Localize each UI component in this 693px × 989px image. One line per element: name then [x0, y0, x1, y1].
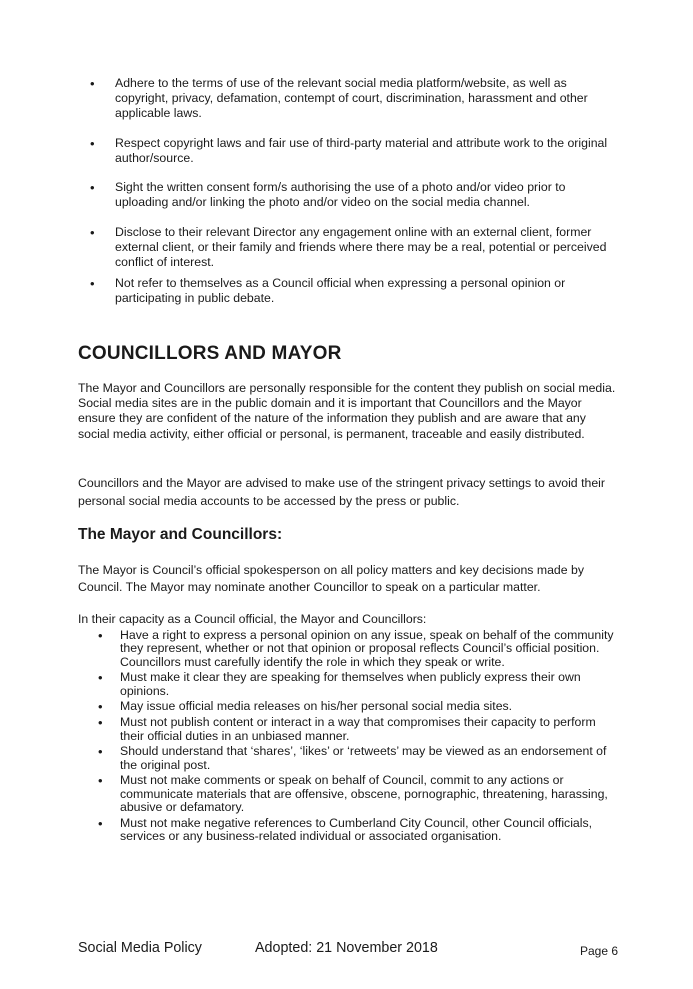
paragraph-spokesperson: The Mayor is Council’s official spokesperson on all policy matters and key decisions made by Council. The Mayor may nominate another Councillor to speak on a particular matter.	[78, 563, 585, 594]
top-bullet-list	[78, 76, 618, 320]
footer-adopted-date: Adopted: 21 November 2018	[255, 940, 438, 956]
bullet-item: • Disclose to their relevant Director any engagement online with an external client, former external client, or their family and friends where there may be a real, potential or perceived conflict of interest.	[78, 225, 618, 270]
bullet-item: • Sight the written consent form/s authorising the use of a photo and/or video prior to uploading and/or linking the photo and/or video on the social media channel.	[78, 180, 618, 210]
bullet-item: • Not refer to themselves as a Council official when expressing a personal opinion or participating in public debate.	[78, 276, 618, 306]
footer-page-number: Page 6	[580, 944, 619, 958]
bullet-item: • Must not make negative references to Cumberland City Council, other Council officials, services or any business-related individual or associated organisation.	[78, 817, 618, 844]
bullet-item: • Adhere to the terms of use of the relevant social media platform/website, as well as copyright, privacy, defamation, contempt of court, discrimination, harassment and other applicable laws.	[78, 76, 618, 121]
bullet-item: • Respect copyright laws and fair use of third-party material and attribute work to the original author/source.	[78, 136, 618, 166]
footer-title: Social Media Policy	[78, 940, 202, 956]
bullet-item: • Have a right to express a personal opinion on any issue, speak on behalf of the community they represent, whether or not that opinion or proposal reflects Council’s official position. Councillors must carefully identify the role in which they speak or write.	[78, 629, 618, 669]
paragraph-responsibility: The Mayor and Councillors are personally responsible for the content they publish on social media. Social media sites are in the public domain and it is important that Councillors and the Mayor ensure they are confident of the nature of the information they publish and are aware that any social media activity, either official or personal, is permanent, traceable and easily distributed.	[78, 381, 616, 441]
paragraph-capacity: In their capacity as a Council official, the Mayor and Councillors:	[78, 612, 427, 626]
bullet-item: • Must not make comments or speak on behalf of Council, commit to any actions or communicate materials that are offensive, obscene, pornographic, threatening, harassing, abusive or defamatory.	[78, 774, 618, 814]
bullet-item: • Must not publish content or interact in a way that compromises their capacity to perform their official duties in an unbiased manner.	[78, 716, 618, 743]
bullet-item: • Must make it clear they are speaking for themselves when publicly express their own opinions.	[78, 671, 618, 698]
paragraph-privacy: Councillors and the Mayor are advised to make use of the stringent privacy settings to avoid their personal social media accounts to be accessed by the press or public.	[78, 476, 605, 508]
bullet-item: • Should understand that ‘shares’, ‘likes’ or ‘retweets’ may be viewed as an endorsement of the original post.	[78, 745, 618, 772]
bottom-bullet-list	[78, 629, 618, 846]
subheading: The Mayor and Councillors:	[78, 526, 283, 543]
bullet-item: • May issue official media releases on his/her personal social media sites.	[78, 700, 618, 713]
section-heading: COUNCILLORS AND MAYOR	[78, 343, 342, 364]
